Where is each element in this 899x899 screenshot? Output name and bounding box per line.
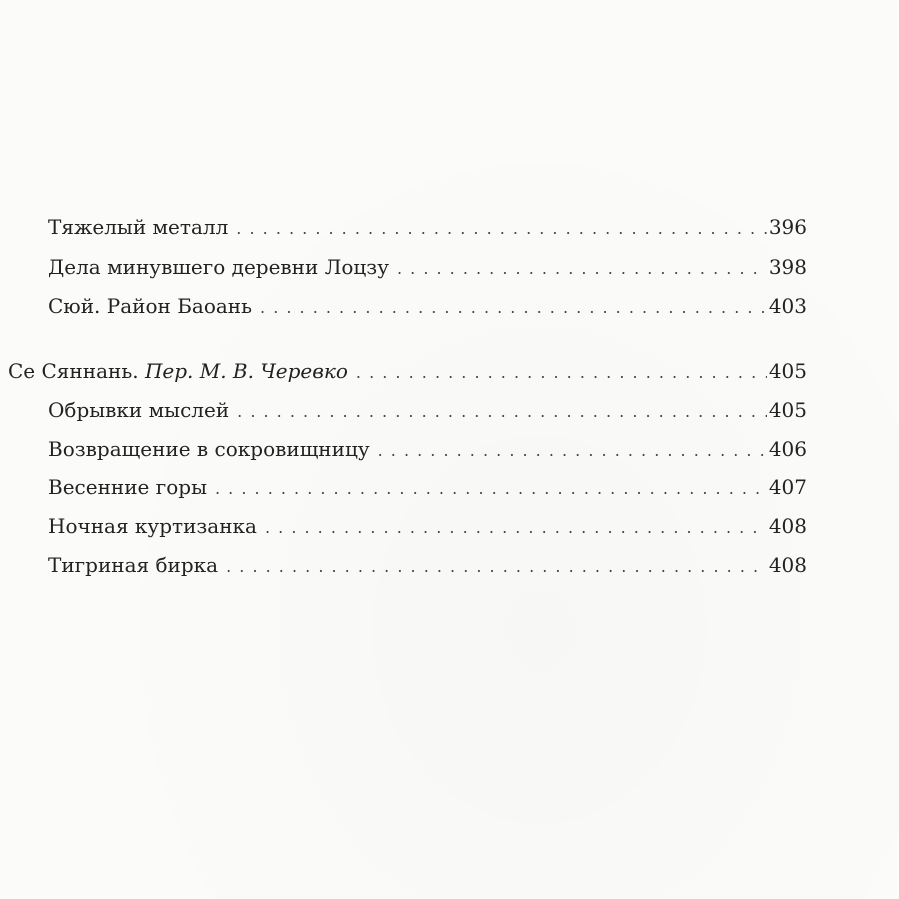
toc-entry-page: 408 <box>768 553 807 577</box>
toc-entry-page: 398 <box>768 255 807 279</box>
toc-entry-title: Ночная куртизанка <box>48 514 257 538</box>
toc-entry-page: 405 <box>768 359 807 383</box>
toc-author-entry <box>8 357 807 387</box>
dot-leader <box>356 359 767 387</box>
dot-leader <box>236 215 767 243</box>
toc-entry <box>48 473 807 503</box>
author-name: Се Сяннань. <box>8 359 139 383</box>
dot-leader <box>237 398 767 426</box>
toc-author-heading <box>8 357 356 385</box>
dot-leader <box>215 475 767 503</box>
toc-entry-title: Возвращение в сокровищницу <box>48 437 370 461</box>
dot-leader <box>378 437 767 465</box>
toc-entry <box>48 292 807 322</box>
toc-entry-page: 405 <box>768 398 807 422</box>
toc-entry <box>48 435 807 465</box>
toc-entry <box>48 512 807 542</box>
toc-entry <box>48 396 807 426</box>
dot-leader <box>260 294 767 322</box>
toc-entry-title: Дела минувшего деревни Лоцзу <box>48 255 389 279</box>
toc-entry-page: 403 <box>768 294 807 318</box>
toc-entry-title: Весенние горы <box>48 475 207 499</box>
dot-leader <box>226 553 767 581</box>
dot-leader <box>265 514 767 542</box>
toc-entry-page: 396 <box>768 215 807 239</box>
toc-entry <box>48 253 807 283</box>
toc-entry-page: 408 <box>768 514 807 538</box>
toc-entry-title: Тяжелый металл <box>48 215 229 239</box>
translator-credit: Пер. М. В. Черевко <box>144 359 348 383</box>
toc-entry-page: 406 <box>768 437 807 461</box>
toc-entry-title: Сюй. Район Баоань <box>48 294 253 318</box>
toc-entry <box>48 551 807 581</box>
dot-leader <box>397 255 767 283</box>
toc-entry <box>48 213 807 243</box>
toc-entry-title: Обрывки мыслей <box>48 398 230 422</box>
toc-entry-page: 407 <box>768 475 807 499</box>
toc-entry-title: Тигриная бирка <box>48 553 219 577</box>
